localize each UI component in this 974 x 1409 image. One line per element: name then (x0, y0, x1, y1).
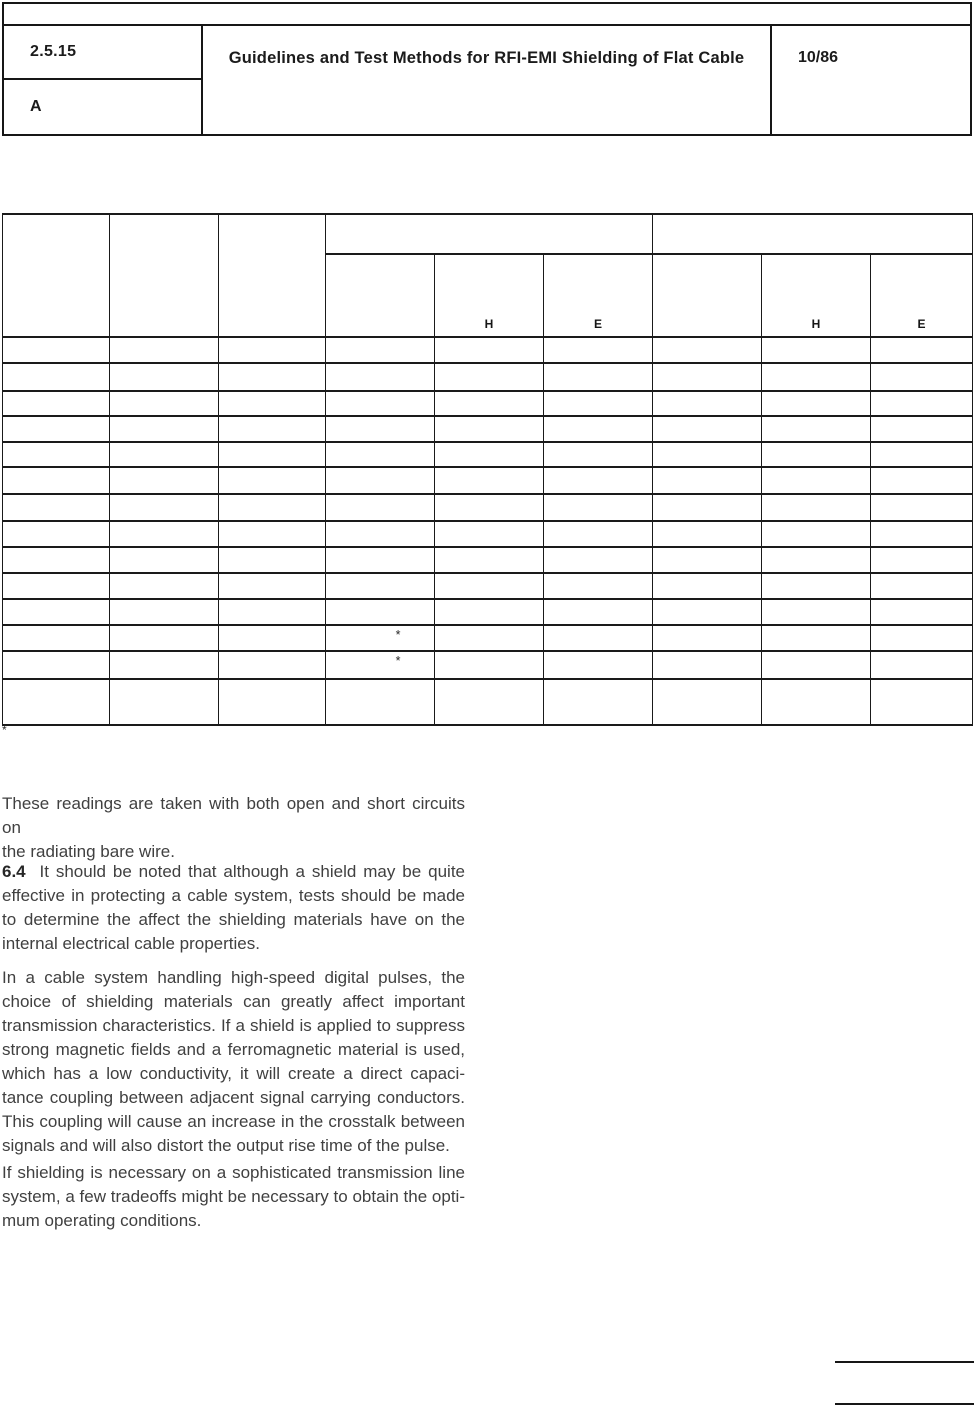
table-cell (326, 521, 435, 547)
table-note-cell: * (326, 651, 435, 679)
table-cell (3, 651, 110, 679)
table-cell (435, 547, 544, 573)
table-cell (871, 651, 973, 679)
table-cell (435, 625, 544, 651)
table-cell (544, 416, 653, 442)
table-group-header-2 (653, 214, 973, 254)
table-cell (762, 599, 871, 625)
table-cell (762, 625, 871, 651)
table-cell (653, 337, 762, 363)
table-cell (110, 416, 219, 442)
table-cell (110, 391, 219, 416)
table-cell (435, 494, 544, 521)
table-cell (871, 337, 973, 363)
table-cell (544, 573, 653, 599)
table-row (3, 547, 973, 573)
table-cell (762, 416, 871, 442)
table-cell (219, 363, 326, 391)
text-line: internal electrical cable properties. (2, 934, 260, 953)
footnote-paragraph (2, 792, 465, 864)
table-cell (435, 679, 544, 725)
table-cell (653, 494, 762, 521)
table-cell (3, 391, 110, 416)
table-cell (326, 547, 435, 573)
text-line: choice of shielding materials can greatly affect important (2, 992, 465, 1011)
table-cell (110, 337, 219, 363)
table-cell (326, 442, 435, 467)
table-cell (762, 442, 871, 467)
table-cell (110, 547, 219, 573)
sub-header-e-1: E (544, 254, 653, 337)
table-row (3, 625, 973, 651)
table-cell (219, 547, 326, 573)
table-cell (762, 337, 871, 363)
table-cell (653, 573, 762, 599)
table-cell (219, 599, 326, 625)
table-cell (871, 494, 973, 521)
table-cell (435, 416, 544, 442)
header-left-column (4, 26, 203, 134)
table-cell (326, 467, 435, 494)
table-cell (871, 547, 973, 573)
table-cell (3, 363, 110, 391)
table-cell (435, 651, 544, 679)
table-cell (326, 363, 435, 391)
table-sub-header-cell (326, 254, 435, 337)
table-row (3, 599, 973, 625)
table-cell (544, 625, 653, 651)
table-cell (435, 391, 544, 416)
table-cell (871, 679, 973, 725)
table-cell (653, 625, 762, 651)
text-line: This coupling will cause an increase in the crosstalk between (2, 1112, 465, 1131)
table-sub-header-cell (653, 254, 762, 337)
text-line: In a cable system handling high-speed digital pulses, the (2, 968, 465, 987)
table-cell (544, 391, 653, 416)
table-cell (3, 467, 110, 494)
header-table (2, 2, 972, 136)
table-cell (653, 416, 762, 442)
table-row (3, 467, 973, 494)
table-cell (762, 494, 871, 521)
table-row (3, 442, 973, 467)
table-cell (326, 416, 435, 442)
table-cell (326, 599, 435, 625)
table-cell (435, 337, 544, 363)
table-cell (544, 599, 653, 625)
table-cell (871, 573, 973, 599)
text-line: tance coupling between adjacent signal carrying conductors. (2, 1088, 465, 1107)
sub-header-h-2: H (762, 254, 871, 337)
table-cell (435, 573, 544, 599)
text-line: effective in protecting a cable system, tests should be made (2, 886, 465, 905)
table-cell (435, 521, 544, 547)
table-cell (219, 391, 326, 416)
table-cell (871, 467, 973, 494)
table-cell (3, 442, 110, 467)
table-cell (544, 547, 653, 573)
table-cell (544, 467, 653, 494)
table-cell (544, 363, 653, 391)
table-cell (544, 442, 653, 467)
table-cell (762, 521, 871, 547)
table-cell (110, 651, 219, 679)
table-cell (326, 573, 435, 599)
table-cell (3, 679, 110, 725)
table-cell (219, 494, 326, 521)
table-cell (3, 337, 110, 363)
table-cell (871, 363, 973, 391)
table-cell (762, 547, 871, 573)
table-cell (653, 599, 762, 625)
table-cell (653, 547, 762, 573)
table-cell (435, 442, 544, 467)
table-header-cell (3, 214, 110, 337)
table-group-header-1 (326, 214, 653, 254)
table-cell (110, 363, 219, 391)
table-cell (871, 625, 973, 651)
text-line (2, 860, 465, 884)
table-row (3, 679, 973, 725)
table-cell (871, 599, 973, 625)
text-line: These readings are taken with both open and short circuits on (2, 794, 465, 837)
text-line: the radiating bare wire. (2, 842, 175, 861)
table-header-cell (110, 214, 219, 337)
table-cell (219, 442, 326, 467)
doc-number: 2.5.15 (4, 26, 201, 80)
body-paragraph-3 (2, 1161, 465, 1233)
table-cell (219, 651, 326, 679)
table-group-header-row (3, 214, 973, 254)
text-line: transmission characteristics. If a shield is applied to suppress (2, 1016, 465, 1035)
table-cell (110, 467, 219, 494)
table-cell (762, 679, 871, 725)
table-cell (653, 442, 762, 467)
sub-header-e-2: E (871, 254, 973, 337)
table-header-cell (219, 214, 326, 337)
table-cell (762, 363, 871, 391)
table-cell (110, 573, 219, 599)
table-cell (653, 679, 762, 725)
table-cell (219, 625, 326, 651)
table-cell (544, 337, 653, 363)
doc-title: Guidelines and Test Methods for RFI-EMI Shielding of Flat Cable (203, 26, 772, 134)
table-row (3, 494, 973, 521)
table-cell (219, 679, 326, 725)
text-line: signals and will also distort the output rise time of the pulse. (2, 1136, 450, 1155)
table-cell (653, 391, 762, 416)
text-line: to determine the affect the shielding materials have on the (2, 910, 465, 929)
shielding-data-table (2, 213, 973, 726)
table-cell (762, 467, 871, 494)
header-main-row (4, 26, 970, 134)
table-cell (3, 573, 110, 599)
table-cell (326, 494, 435, 521)
section-line-text: It should be noted that although a shield may be quite (39, 862, 465, 881)
table-cell (871, 442, 973, 467)
table-row (3, 416, 973, 442)
table-cell (219, 337, 326, 363)
table-cell (3, 521, 110, 547)
table-cell (762, 651, 871, 679)
table-row (3, 521, 973, 547)
table-cell (653, 467, 762, 494)
footer-rule-top (835, 1361, 974, 1363)
table-cell (544, 679, 653, 725)
table-cell (326, 337, 435, 363)
header-top-strip (4, 4, 970, 26)
table-cell (110, 442, 219, 467)
table-cell (110, 494, 219, 521)
table-cell (544, 494, 653, 521)
table-cell (435, 467, 544, 494)
table-cell (219, 573, 326, 599)
table-cell (110, 625, 219, 651)
table-cell (653, 521, 762, 547)
text-line: which has a low conductivity, it will create a direct capaci- (2, 1064, 465, 1083)
table-cell (3, 547, 110, 573)
table-row (3, 337, 973, 363)
table-cell (762, 391, 871, 416)
doc-revision: A (30, 98, 42, 115)
table-cell (326, 391, 435, 416)
table-cell (3, 599, 110, 625)
section-number: 6.4 (2, 862, 26, 881)
table-cell (219, 416, 326, 442)
table-row (3, 363, 973, 391)
table-cell (435, 599, 544, 625)
table-footnote-marker: * (2, 723, 7, 737)
table-cell (871, 521, 973, 547)
text-line: mum operating conditions. (2, 1211, 202, 1230)
section-6-4-paragraph (2, 860, 465, 956)
table-cell (110, 521, 219, 547)
table-row (3, 391, 973, 416)
table-cell (871, 416, 973, 442)
table-cell (3, 494, 110, 521)
table-cell (871, 391, 973, 416)
sub-header-h-1: H (435, 254, 544, 337)
table-cell (762, 573, 871, 599)
text-line: system, a few tradeoffs might be necessary to obtain the opti- (2, 1187, 465, 1206)
table-cell (3, 416, 110, 442)
table-cell (435, 363, 544, 391)
table-cell (326, 679, 435, 725)
table-cell (544, 521, 653, 547)
table-cell (544, 651, 653, 679)
table-row (3, 573, 973, 599)
table-row (3, 651, 973, 679)
table-cell (219, 521, 326, 547)
table-cell (219, 467, 326, 494)
table-cell (3, 625, 110, 651)
table-note-cell: * (326, 625, 435, 651)
table-cell (110, 599, 219, 625)
table-cell (110, 679, 219, 725)
text-line: strong magnetic fields and a ferromagnetic material is used, (2, 1040, 465, 1059)
table-cell (653, 651, 762, 679)
table-cell (653, 363, 762, 391)
footer-rule-bottom (835, 1403, 974, 1405)
doc-date: 10/86 (798, 49, 839, 66)
body-paragraph-2 (2, 966, 465, 1158)
text-line: If shielding is necessary on a sophisticated transmission line (2, 1163, 465, 1182)
